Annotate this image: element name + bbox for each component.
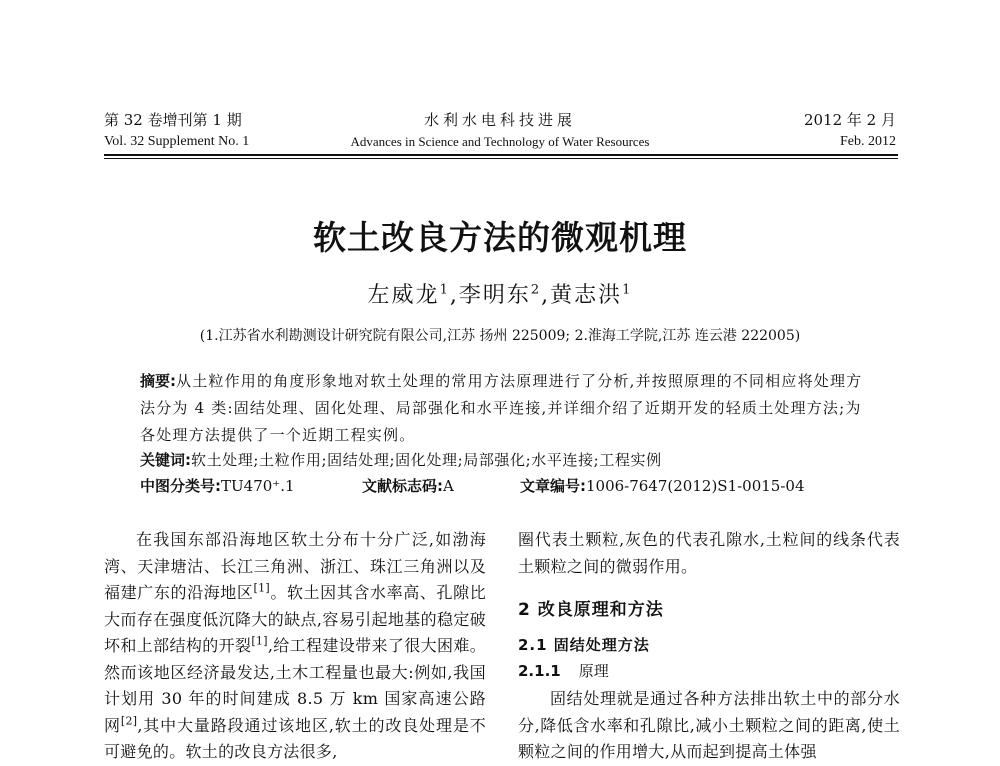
subsubsection-heading	[518, 660, 609, 681]
doc-label: 文献标志码:	[362, 477, 443, 495]
figure-description: 圈代表土颗粒,灰色的代表孔隙水,土粒间的线条代表土颗粒之间的微弱作用。	[518, 530, 900, 576]
clc-value: TU470⁺.1	[221, 477, 295, 495]
body-right-column	[518, 527, 900, 580]
consolidation-paragraph	[518, 686, 900, 766]
section-heading: 2 改良原理和方法	[518, 600, 664, 620]
date-en: Feb. 2012	[840, 134, 896, 149]
keywords-label: 关键词:	[140, 451, 191, 469]
subsubsection-title: 原理	[578, 662, 609, 680]
issue-en: Vol. 32 Supplement No. 1	[104, 134, 250, 149]
header-rule-thick	[104, 154, 898, 156]
document-code	[362, 474, 454, 498]
citation[interactable]: [1]	[251, 634, 268, 648]
journal-date	[804, 110, 896, 152]
author-name: 黄志洪	[550, 283, 623, 308]
article-number	[520, 474, 805, 498]
keywords	[140, 448, 865, 472]
citation[interactable]: [1]	[253, 581, 271, 595]
article-label: 文章编号:	[520, 477, 586, 495]
abstract	[140, 368, 865, 449]
clc-number	[140, 474, 295, 498]
classification-row	[140, 474, 865, 498]
subsubsection-number: 2.1.1	[518, 662, 561, 680]
paper-title: 软土改良方法的微观机理	[313, 218, 687, 257]
subsection-heading: 2.1 固结处理方法	[518, 636, 650, 654]
author-list: 左威龙$^1$,李明东$^2$,黄志洪$^1$	[367, 282, 633, 308]
clc-label: 中图分类号:	[140, 477, 221, 495]
author-name: 左威龙	[367, 283, 440, 308]
header-rule-thin	[104, 158, 898, 159]
article-value: 1006-7647(2012)S1-0015-04	[586, 477, 805, 495]
author-affil-mark: 1	[622, 282, 633, 298]
intro-paragraph	[104, 527, 486, 766]
issue-cn: 第 32 卷增刊第 1 期	[104, 111, 242, 129]
intro-text: ,其中大量路段通过该地区,软土的改良处理是不可避免的。软土的改良方法很多,	[104, 715, 486, 761]
keywords-text: 软土处理;土粒作用;固结处理;固化处理;局部强化;水平连接;工程实例	[191, 451, 662, 469]
intro-text: ,给工程建设带来了很大困难。然而该地区经济最发达,土木工程量也最大:例如,我国计划用 30 年的时间建成 8.5 万 km 国家高速公路网	[104, 636, 486, 735]
affiliations: (1.江苏省水利勘测设计研究院有限公司,江苏 扬州 225009; 2.淮海工学院,江苏 连云港 222005)	[199, 328, 801, 344]
citation[interactable]: [2]	[120, 714, 138, 728]
intro-text: 在我国东部沿海地区软土分布十分广泛,如渤海湾、天津塘沽、长江三角洲、浙江、珠江三角洲以及福建广东的沿海地区	[104, 530, 486, 602]
date-cn: 2012 年 2 月	[803, 111, 896, 129]
abstract-label: 摘要:	[140, 372, 176, 390]
abstract-text: 从土粒作用的角度形象地对软土处理的常用方法原理进行了分析,并按照原理的不同相应将处理方法分为 4 类:固结处理、固化处理、局部强化和水平连接,并详细介绍了近期开发的轻质土处理方法;为各处理方法提供了一个近期工程实例。	[140, 372, 863, 444]
body-left-column	[104, 527, 486, 766]
author-affil-mark: 2	[530, 282, 542, 298]
journal-name-en: Advances in Science and Technology of Water Resources	[350, 134, 650, 149]
doc-value: A	[443, 477, 454, 495]
journal-name-cn: 水利水电科技进展	[423, 111, 576, 129]
author-name: 李明东	[458, 283, 531, 308]
author-affil-mark: 1	[439, 282, 450, 298]
intro-text: 。软土因其含水率高、孔隙比大而存在强度低沉降大的缺点,容易引起地基的稳定破坏和上部结构的开裂	[104, 583, 486, 655]
consolidation-text: 固结处理就是通过各种方法排出软土中的部分水分,降低含水率和孔隙比,减小土颗粒之间的距离,使土颗粒之间的作用增大,从而起到提高土体强	[518, 689, 900, 761]
